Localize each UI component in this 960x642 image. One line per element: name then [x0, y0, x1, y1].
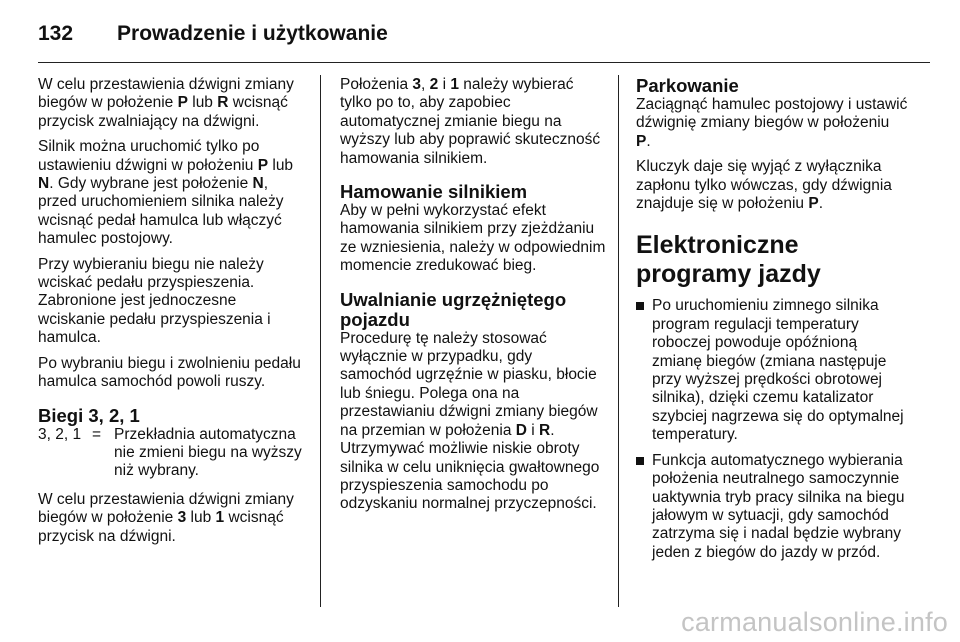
section-heading: Parkowanie: [636, 75, 739, 96]
column-divider-1: [320, 75, 321, 607]
chapter-title: Prowadzenie i użytkowanie: [117, 22, 388, 45]
definition-term: 3, 2, 1: [38, 425, 82, 443]
paragraph: Położenia 3, 2 i 1 należy wybierać tylko po to, aby zapobiec automatycznej zmianie biegu na wyższy lub aby poprawić skuteczność hamowania silnikiem.: [340, 76, 601, 167]
column-3: [636, 76, 908, 569]
paragraph: Procedurę tę należy stosować wyłącznie w przypadku, gdy samochód ugrzęźnie w piasku, błocie lub śniegu. Polega ona na przestawianiu dźwigni zmiany biegów na przemian w położenia D i R. Utrzymywać możliwie niskie obroty silnika w celu uniknięcia gwałtownego przyspieszenia samochodu po odzyskaniu normalnej przyczepności.: [340, 329, 600, 513]
paragraph: Aby w pełni wykorzystać efekt hamowania silnikiem przy zjeżdżaniu ze wzniesienia, należy w odpowiednim momencie zredukować bieg.: [340, 202, 606, 275]
paragraph: Kluczyk daje się wyjąć z wyłącznika zapłonu tylko wówczas, gdy dźwignia znajduje się w położeniu P.: [636, 158, 892, 213]
bullet-square-icon: [636, 302, 644, 310]
watermark: carmanualsonline.info: [681, 607, 948, 637]
page-number: 132: [38, 22, 74, 45]
section-heading: Hamowanie silnikiem: [340, 181, 528, 203]
paragraph: Przy wybieraniu biegu nie należy wciskać pedału przyspieszenia. Zabronione jest jednoczesne wciskanie pedału przyspieszenia i hamulca.: [38, 255, 271, 347]
column-1: [38, 76, 306, 553]
paragraph: W celu przestawienia dźwigni zmiany biegów w położenie 3 lub 1 wcisnąć przycisk na dźwigni.: [38, 490, 294, 545]
definition-separator: =: [92, 425, 102, 443]
paragraph: Po wybraniu biegu i zwolnieniu pedału hamulca samochód powoli ruszy.: [38, 354, 301, 391]
paragraph: Silnik można uruchomić tylko po ustawieniu dźwigni w położeniu P lub N. Gdy wybrane jest położenie N, przed uruchomieniem silnika należy wcisnąć pedał hamulca lub włączyć hamulec postojowy.: [38, 138, 294, 248]
paragraph: W celu przestawienia dźwigni zmiany biegów w położenie P lub R wcisnąć przycisk zwalniający na dźwigni.: [38, 76, 294, 130]
section-heading: Uwalnianie ugrzężniętego pojazdu: [340, 288, 567, 330]
column-divider-2: [618, 75, 619, 607]
page-header: [38, 22, 388, 46]
bullet-square-icon: [636, 457, 644, 465]
list-item: Po uruchomieniu zimnego silnika program regulacji temperatury roboczej powoduje opóźnioną zmianę biegów (zmiana następuje przy wyższej prędkości obrotowej silnika), dzięki czemu katalizator szybciej nagrzewa się do optymalnej temperatury.: [636, 297, 908, 444]
column-2: [340, 76, 606, 521]
bullet-list: [636, 297, 908, 562]
definition-text: Przekładnia automatyczna nie zmieni biegu na wyższy niż wybrany.: [114, 425, 302, 480]
list-item: Funkcja automatycznego wybierania położenia neutralnego samoczynnie uaktywnia tryb pracy silnika na biegu jałowym w sytuacji, gdy samochód zatrzyma się i nadal będzie wybrany jeden z biegów do jazdy w przód.: [636, 452, 908, 562]
chapter-heading: Elektroniczne programy jazdy: [636, 231, 821, 289]
paragraph: Zaciągnąć hamulec postojowy i ustawić dźwignię zmiany biegów w położeniu P.: [636, 96, 908, 150]
section-heading: Biegi 3, 2, 1: [38, 404, 140, 426]
header-rule: [38, 62, 930, 63]
definition-row: [38, 426, 306, 481]
